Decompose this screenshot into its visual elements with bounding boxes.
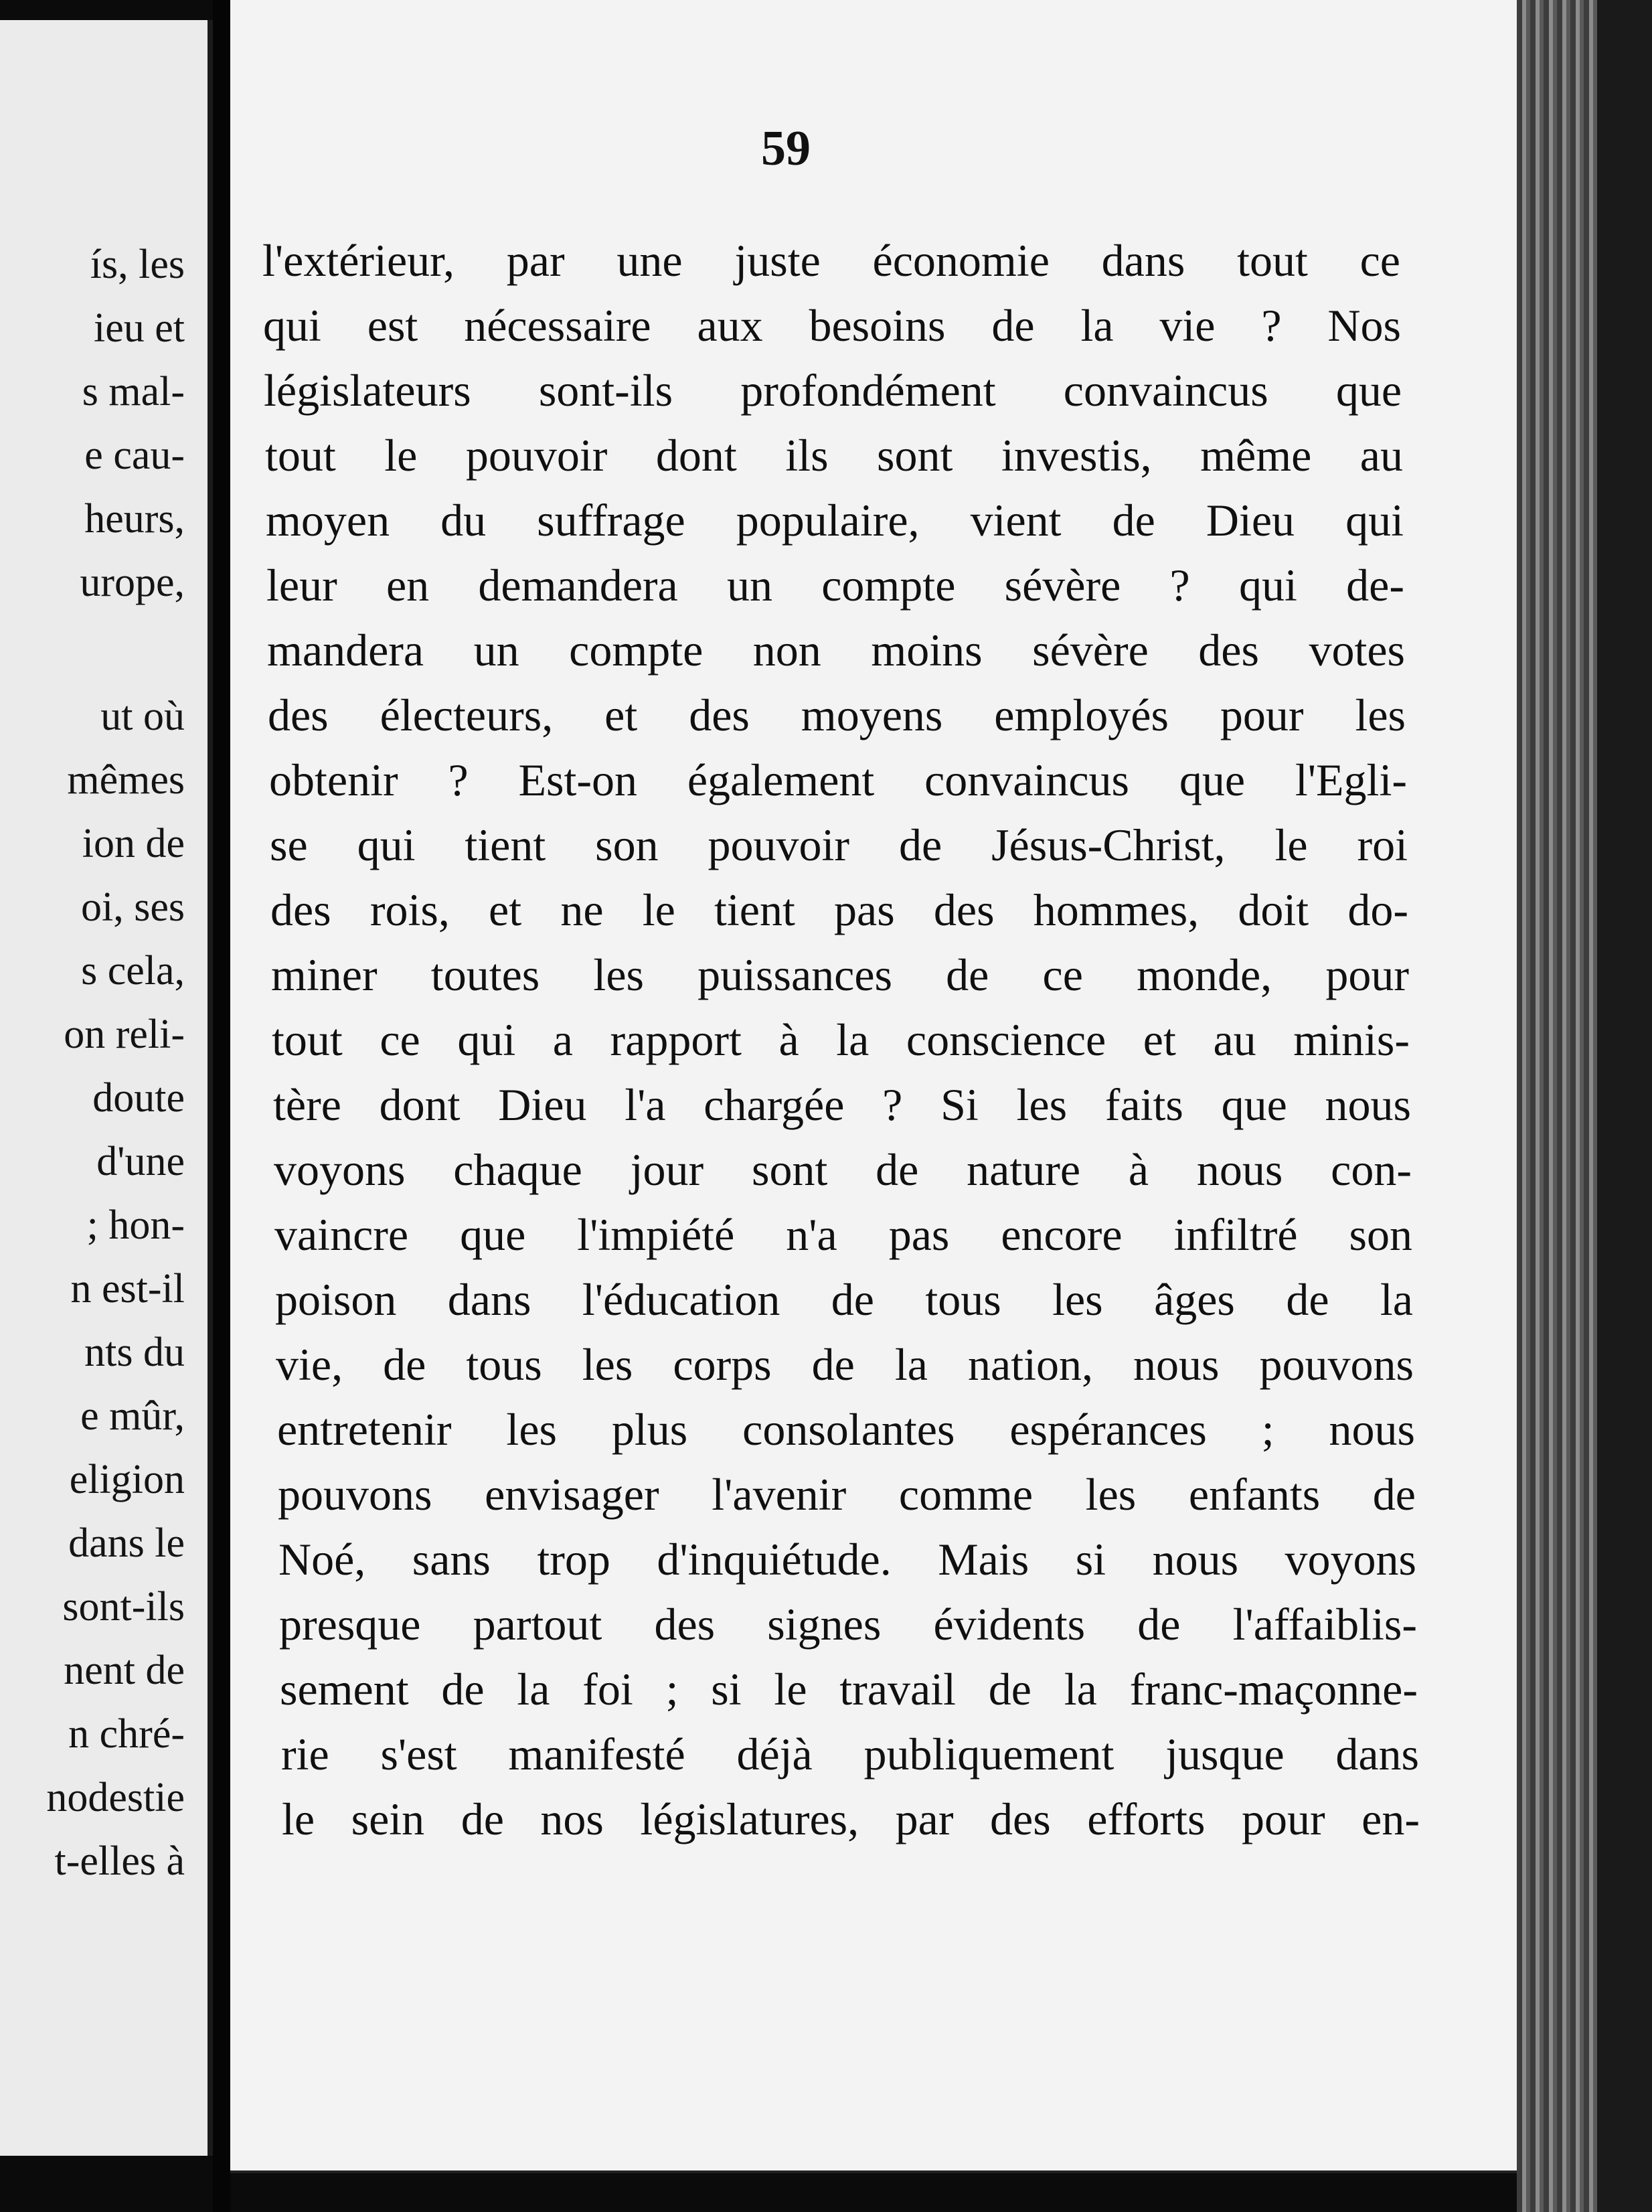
left-page-line: nts du xyxy=(84,1330,185,1375)
left-page-line: t-elles à xyxy=(54,1838,185,1884)
left-page-line: mêmes xyxy=(67,757,185,803)
left-page-line: n est-il xyxy=(70,1266,185,1312)
body-text-line: des rois, et ne le tient pas des hommes, doit do- xyxy=(270,884,1408,935)
page-right xyxy=(230,0,1569,2173)
page-number: 59 xyxy=(761,121,811,176)
body-text-line: tout ce qui a rapport à la conscience et au minis- xyxy=(272,1014,1410,1065)
left-page-line: on reli- xyxy=(64,1012,185,1057)
left-page-line: ; hon- xyxy=(86,1202,185,1248)
left-page-line: heurs, xyxy=(84,496,185,542)
body-text-line: l'extérieur, par une juste économie dans tout ce xyxy=(262,235,1400,286)
body-text-line: des électeurs, et des moyens employés pour les xyxy=(268,690,1406,740)
left-page-line: ís, les xyxy=(90,242,185,287)
book-gutter xyxy=(213,0,230,2212)
body-text-line: sement de la foi ; si le travail de la franc-maçonne- xyxy=(280,1664,1418,1715)
left-page-line: nent de xyxy=(64,1648,185,1693)
left-page-line: oi, ses xyxy=(81,884,185,930)
body-text-line: tout le pouvoir dont ils sont investis, même au xyxy=(265,430,1403,481)
left-page-line: ieu et xyxy=(94,305,185,351)
body-text-line: leur en demandera un compte sévère ? qui de- xyxy=(266,560,1404,611)
left-page-line: eligion xyxy=(69,1457,185,1502)
left-page-line: e mûr, xyxy=(80,1393,185,1439)
body-text-line: moyen du suffrage populaire, vient de Dieu qui xyxy=(266,495,1404,546)
facing-page-left xyxy=(0,20,213,2156)
body-text-line: législateurs sont-ils profondément convaincus que xyxy=(264,365,1402,416)
left-page-line: doute xyxy=(92,1075,185,1121)
left-page-line: ut où xyxy=(100,694,185,739)
body-text-line: vaincre que l'impiété n'a pas encore infiltré son xyxy=(274,1209,1412,1260)
left-page-line: s mal- xyxy=(82,369,185,414)
body-text-line: poison dans l'éducation de tous les âges de la xyxy=(275,1274,1413,1325)
left-page-line: ion de xyxy=(82,821,185,866)
body-text-line: miner toutes les puissances de ce monde, pour xyxy=(271,949,1409,1000)
body-text-line: se qui tient son pouvoir de Jésus-Christ, le roi xyxy=(270,819,1408,870)
body-text-line: le sein de nos législatures, par des efforts pour en- xyxy=(282,1794,1420,1844)
body-text-line: mandera un compte non moins sévère des votes xyxy=(267,625,1405,676)
body-text-line: pouvons envisager l'avenir comme les enfants de xyxy=(278,1469,1416,1520)
body-text-line: tère dont Dieu l'a chargée ? Si les faits que nous xyxy=(273,1079,1411,1130)
left-page-line: n chré- xyxy=(68,1711,185,1757)
left-page-line: d'une xyxy=(96,1139,185,1184)
left-page-line: sont-ils xyxy=(62,1584,185,1630)
body-text-line: obtenir ? Est-on également convaincus que l'Egli- xyxy=(269,755,1407,805)
body-text-line: entretenir les plus consolantes espérances ; nous xyxy=(277,1404,1415,1455)
left-page-line: e cau- xyxy=(84,432,185,478)
left-page-line: urope, xyxy=(80,560,185,605)
left-page-line: nodestie xyxy=(46,1775,185,1820)
left-page-line: dans le xyxy=(68,1520,185,1566)
body-text-line: Noé, sans trop d'inquiétude. Mais si nous voyons xyxy=(278,1534,1416,1585)
body-text-line: presque partout des signes évidents de l'affaiblis- xyxy=(279,1599,1417,1650)
body-text-line: qui est nécessaire aux besoins de la vie ? Nos xyxy=(263,300,1401,351)
left-page-line: s cela, xyxy=(81,948,185,994)
book-cover-edge xyxy=(1597,0,1652,2212)
body-text-line: rie s'est manifesté déjà publiquement jusque dans xyxy=(281,1729,1419,1780)
body-text-line: voyons chaque jour sont de nature à nous con- xyxy=(274,1144,1412,1195)
body-text-line: vie, de tous les corps de la nation, nous pouvons xyxy=(276,1339,1414,1390)
book-page-edges xyxy=(1517,0,1597,2212)
